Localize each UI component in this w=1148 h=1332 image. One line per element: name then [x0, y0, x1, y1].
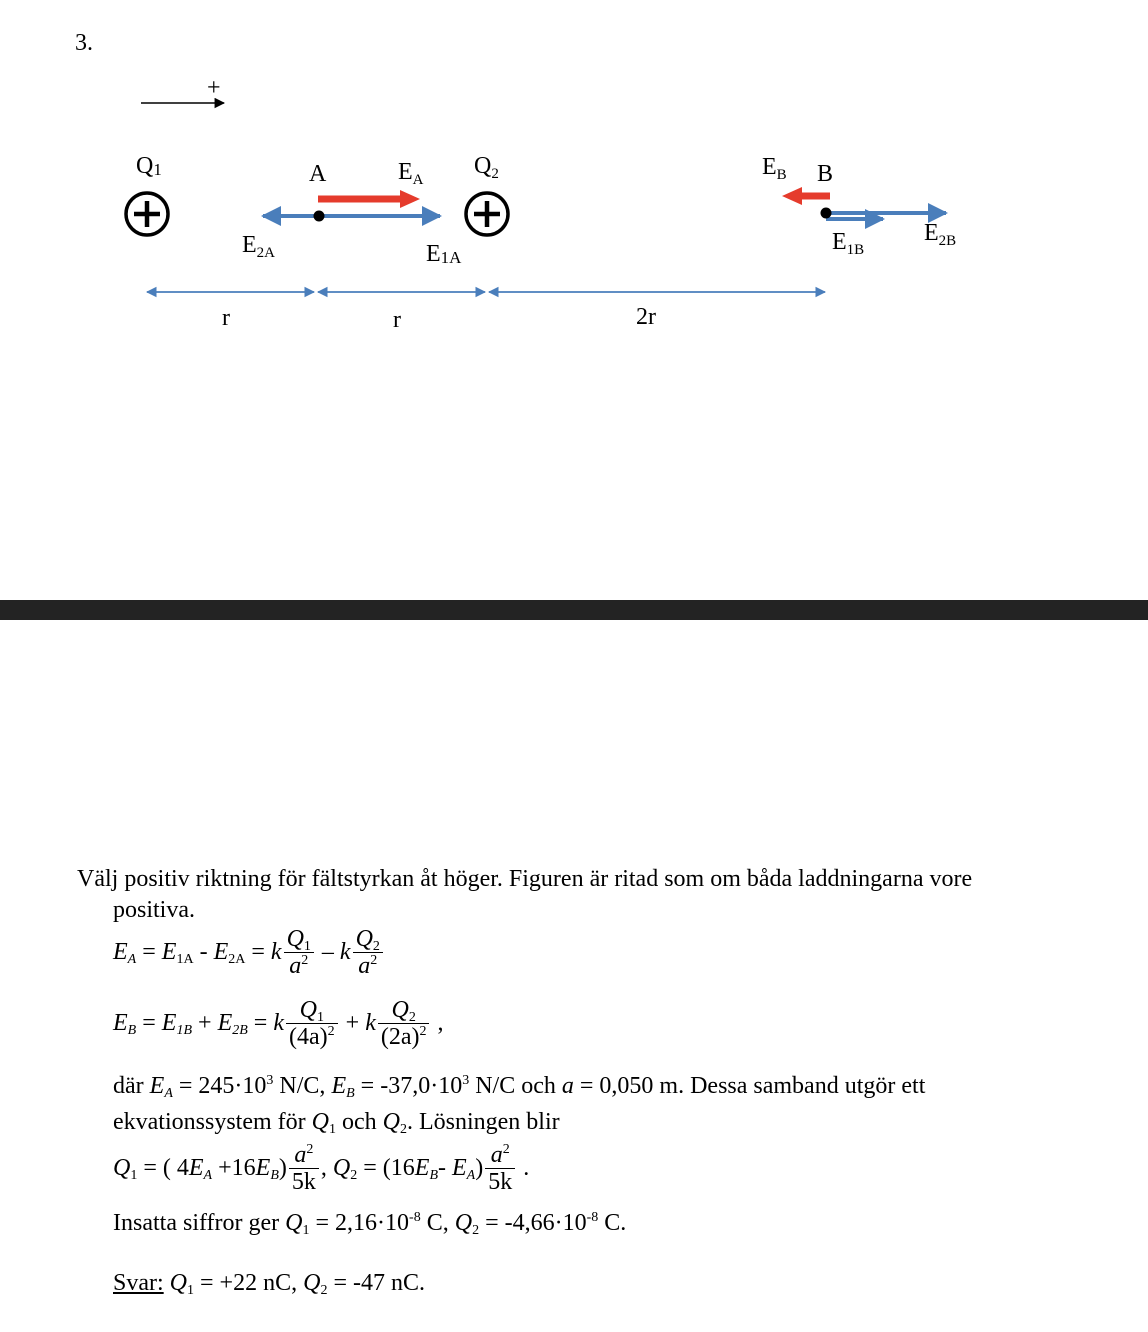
equation-eb: $E_B = E_{1B} + E_{2B} = k$ $\frac{Q_1}{(4a)^2}$ + k $\frac{Q_2}{(2a)^2}$ , [113, 997, 444, 1051]
solution-equation: $Q_1$ = ( $4E_A +16E_B$) $\frac{a^2}{5k}$ , $Q_2 = (16E_B-$ $E_A$) $\frac{a^2}{5k}$ . [113, 1142, 530, 1196]
point-b-label: B [817, 161, 834, 187]
system-line: ekvationssystem för $Q_1$ och $Q_2$. Lösningen blir [113, 1109, 560, 1137]
e2b-label: $E_{2B}$ [924, 220, 957, 249]
ea-vector [318, 190, 420, 208]
field-diagram [0, 0, 1148, 600]
distance-label-2: r [393, 307, 401, 333]
q1-label: $Q_1$ [136, 153, 162, 179]
distance-label-1: r [222, 305, 230, 331]
answer-line: Svar: $Q_1 = +22$ nC, $Q_2 = -47$ nC. [113, 1270, 425, 1298]
intro-line-1: Välj positiv riktning för fältstyrkan åt höger. Figuren är ritad som om båda laddningarna vore [77, 866, 973, 892]
positive-direction-label: + [207, 75, 221, 101]
distance-label-3: 2r [636, 304, 656, 330]
ea-label: $E_A$ [398, 159, 424, 188]
numeric-result-line: Insatta siffror ger $Q_1 = 2,16\cdot 10^{-8}$ C, $Q_2 = -4,66\cdot 10^{-8}$ C. [113, 1210, 627, 1238]
problem-number: 3. [75, 30, 93, 56]
point-b-dot [821, 208, 832, 219]
answer-label: Svar: [113, 1270, 164, 1296]
q2-label: $Q_2$ [474, 153, 499, 182]
e1a-label: $E_{1A}$ [426, 241, 462, 267]
intro-line-2: positiva. [113, 897, 195, 923]
page-separator [0, 600, 1148, 620]
e2a-label: $E_{2A}$ [242, 232, 276, 261]
charge-q1-symbol [126, 193, 168, 235]
charge-q2-symbol [466, 193, 508, 235]
eb-label: $E_B$ [762, 154, 787, 183]
given-values-line: där $E_A = 245\cdot 10^3$ N/C, $E_B = -37,0\cdot 10^3$ N/C och a = 0,050 m. Dessa samband utgör ett [113, 1073, 926, 1101]
point-a-label: A [309, 161, 327, 187]
e1b-label: $E_{1B}$ [832, 229, 865, 258]
equation-ea: $E_A = E_{1A} - E_{2A} = k$ $\frac{Q_1}{a^2}$ – k $\frac{Q_2}{a^2}$ [113, 927, 385, 980]
point-a-dot [314, 211, 325, 222]
eb-vector [782, 187, 830, 205]
